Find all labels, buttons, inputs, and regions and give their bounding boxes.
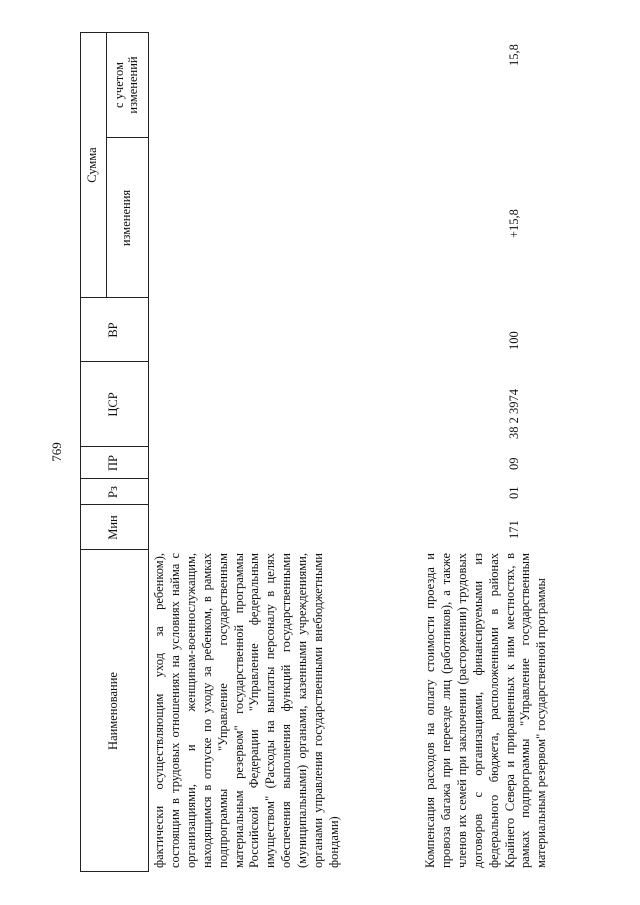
row-2-csr: 38 2 3974	[507, 389, 521, 439]
header-with-changes: с учетом изменений	[112, 56, 140, 114]
header-sum: Сумма	[85, 147, 100, 183]
row-2-with-changes: 15,8	[507, 44, 521, 66]
header-bottom-line	[148, 32, 149, 872]
row-2-change: +15,8	[507, 209, 521, 238]
row-2-pr: 09	[507, 457, 521, 470]
header-csr: ЦСР	[106, 392, 121, 417]
budget-table	[80, 32, 625, 872]
row-2-vr: 100	[507, 331, 521, 350]
row-2-rz: 01	[507, 486, 521, 499]
header-name: Наименование	[106, 672, 121, 750]
header-pr: ПР	[106, 455, 121, 471]
header-rz: Рз	[106, 486, 121, 498]
row-2-name: Компенсация расходов на оплату стоимости проезда и провоза багажа при переезде лиц (работников), а также членов их семей при заключении (расторжении) трудовых договоров с организациями, финансируемыми из федерального бюджета, расположенными в районах Крайнего Севера и приравненных к ним местностях, в рамках подпрограммы "Управление государственным материальным резервом" государственной программы	[423, 553, 549, 868]
row-2-min: 171	[507, 520, 521, 539]
header-change: изменения	[119, 189, 134, 247]
header-min: Мин	[106, 515, 121, 540]
row-1-name: фактически осуществляющим уход за ребенком), состоящим в трудовых отношениях на условиях найма с организациями, и женщинам-военнослужащим, находящимся в отпуске по уходу за ребенком, в рамках подпрограммы "Управление государственным материальным резервом" государственной программы Российской Федерации "Управление федеральным имуществом" (Расходы на выплаты персоналу в целях обеспечения выполнения функций государственными (муниципальными) органами, казенными учреждениями, органами управления государственными внебюджетными фондами)	[152, 553, 341, 868]
rotated-page	[80, 32, 625, 872]
page-number: 769	[49, 442, 64, 462]
header-vr: ВР	[106, 322, 121, 338]
